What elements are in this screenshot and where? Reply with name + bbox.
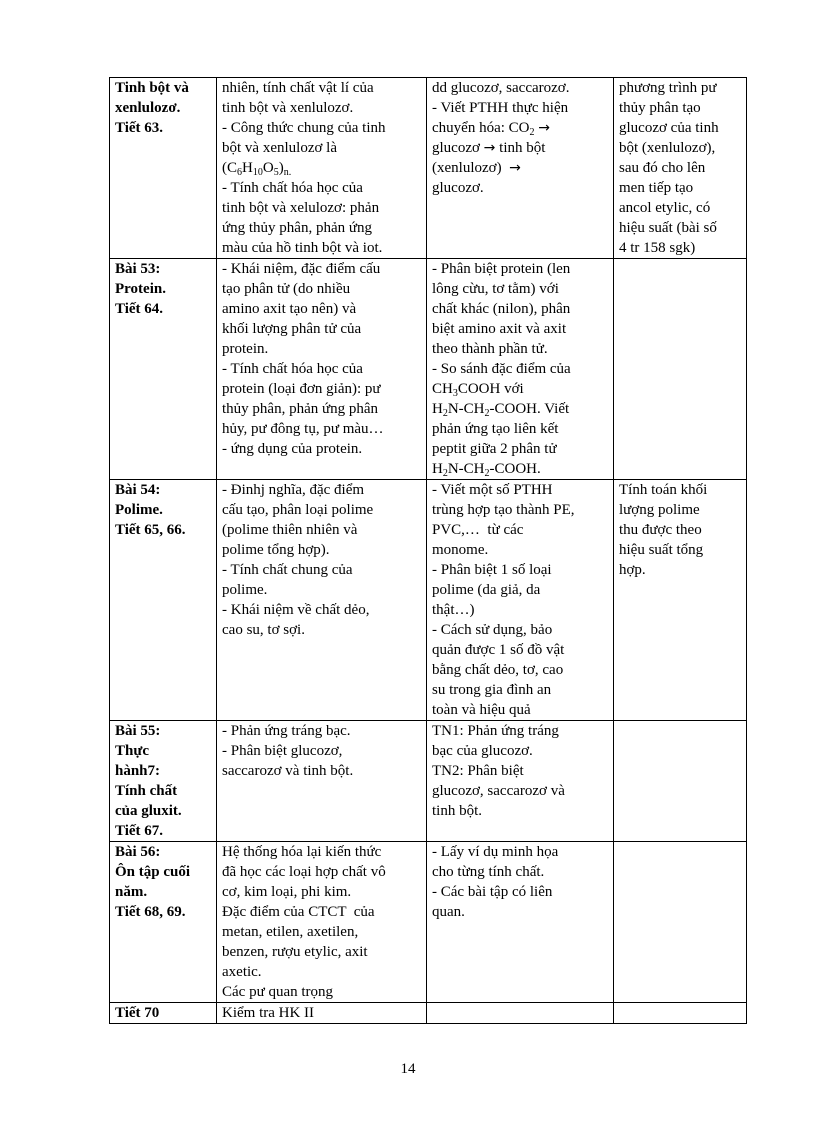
skills-cell: dd glucozơ, saccarozơ. - Viết PTHH thực hiện chuyển hóa: $CO_2$ → glucozơ → tinh bột (xenlulozơ) → glucozơ. xyxy=(427,78,614,259)
conversion-chain-line-1: chuyển hóa: $CO_2$ → xyxy=(432,120,550,138)
lesson-title-cell: Bài 53: Protein. Tiết 64. xyxy=(110,259,217,480)
lesson-title-cell: Bài 55: Thực hành7: Tính chất của gluxit. Tiết 67. xyxy=(110,721,217,842)
glycine-formula: $H_2N-CH_2$-COOH. xyxy=(432,461,541,479)
table-row xyxy=(110,259,747,480)
exercise-cell: Tính toán khối lượng polime thu được theo hiệu suất tổng hợp. xyxy=(614,480,747,721)
knowledge-cell: - Đinhj nghĩa, đặc điểm cấu tạo, phân loại polime (polime thiên nhiên và polime tổng hợp). - Tính chất chung của polime. - Khái niệm về chất dẻo, cao su, tơ sợi. xyxy=(217,480,427,721)
skills-cell: - Phân biệt protein (len lông cừu, tơ tằm) với chất khác (nilon), phân biệt amino axit và axit theo thành phần tử. - So sánh đặc điểm của $CH_3COOH$ với $H_2N-CH_2$-COOH. Viết phản ứng tạo liên kết peptit giữa 2 phân tử $H_2N-CH_2$-COOH. xyxy=(427,259,614,480)
arrow-right-icon: → xyxy=(509,160,521,176)
lesson-plan-table xyxy=(109,77,747,1024)
table-row xyxy=(110,721,747,842)
knowledge-cell: Hệ thống hóa lại kiến thức đã học các loại hợp chất vô cơ, kim loại, phi kim. Đặc điểm của CTCT của metan, etilen, axetilen, benzen, rượu etylic, axit axetic. Các pư quan trọng xyxy=(217,842,427,1003)
glycine-formula: $H_2N-CH_2$-COOH. Viết xyxy=(432,401,570,419)
knowledge-cell: Kiểm tra HK II xyxy=(217,1003,427,1024)
skills-cell: TN1: Phản ứng tráng bạc của glucozơ. TN2: Phân biệt glucozơ, saccarozơ và tinh bột. xyxy=(427,721,614,842)
lesson-title-cell: Bài 54: Polime. Tiết 65, 66. xyxy=(110,480,217,721)
arrow-right-icon: → xyxy=(483,140,496,156)
skills-cell xyxy=(427,1003,614,1024)
arrow-right-icon: → xyxy=(538,120,550,136)
page-number: 14 xyxy=(400,1061,416,1077)
exercise-cell xyxy=(614,721,747,842)
skills-cell: - Lấy ví dụ minh họa cho từng tính chất. - Các bài tập có liên quan. xyxy=(427,842,614,1003)
conversion-chain-line-2: glucozơ → tinh bột xyxy=(432,140,546,156)
lesson-title-cell: Tinh bột và xenlulozơ. Tiết 63. xyxy=(110,78,217,259)
acetic-acid-formula: $CH_3COOH$ với xyxy=(432,381,524,399)
knowledge-cell: - Phản ứng tráng bạc. - Phân biệt glucozơ, saccarozơ và tinh bột. xyxy=(217,721,427,842)
exercise-cell xyxy=(614,1003,747,1024)
exercise-cell xyxy=(614,842,747,1003)
starch-formula: $(C_6H_{10}O_5)_{n.}$ xyxy=(222,160,292,178)
conversion-chain-line-3: (xenlulozơ) → xyxy=(432,160,521,176)
lesson-title-cell: Tiết 70 xyxy=(110,1003,217,1024)
skills-cell: - Viết một số PTHH trùng hợp tạo thành PE, PVC,… từ các monome. - Phân biệt 1 số loại polime (da giả, da thật…) - Cách sử dụng, bảo quản được 1 số đồ vật bằng chất dẻo, tơ, cao su trong gia đình an toàn và hiệu quả xyxy=(427,480,614,721)
exercise-cell: phương trình pư thủy phân tạo glucozơ của tinh bột (xenlulozơ), sau đó cho lên men tiếp tạo ancol etylic, có hiệu suất (bài số 4 tr 158 sgk) xyxy=(614,78,747,259)
table-row xyxy=(110,1003,747,1024)
knowledge-cell: nhiên, tính chất vật lí của tinh bột và xenlulozơ. - Công thức chung của tinh bột và xenlulozơ là $(C_6H_{10}O_5)_{n.}$ - Tính chất hóa học của tinh bột và xelulozơ: phản ứng thủy phân, phản ứng màu của hồ tinh bột và iot. xyxy=(217,78,427,259)
lesson-title-cell: Bài 56: Ôn tập cuối năm. Tiết 68, 69. xyxy=(110,842,217,1003)
knowledge-cell: - Khái niệm, đặc điểm cấu tạo phân tử (do nhiều amino axit tạo nên) và khối lượng phân tử của protein. - Tính chất hóa học của protein (loại đơn giản): pư thủy phân, phản ứng phân hủy, pư đông tụ, pư màu… - ứng dụng của protein. xyxy=(217,259,427,480)
table-row xyxy=(110,842,747,1003)
table-row xyxy=(110,78,747,259)
exercise-cell xyxy=(614,259,747,480)
table-row xyxy=(110,480,747,721)
